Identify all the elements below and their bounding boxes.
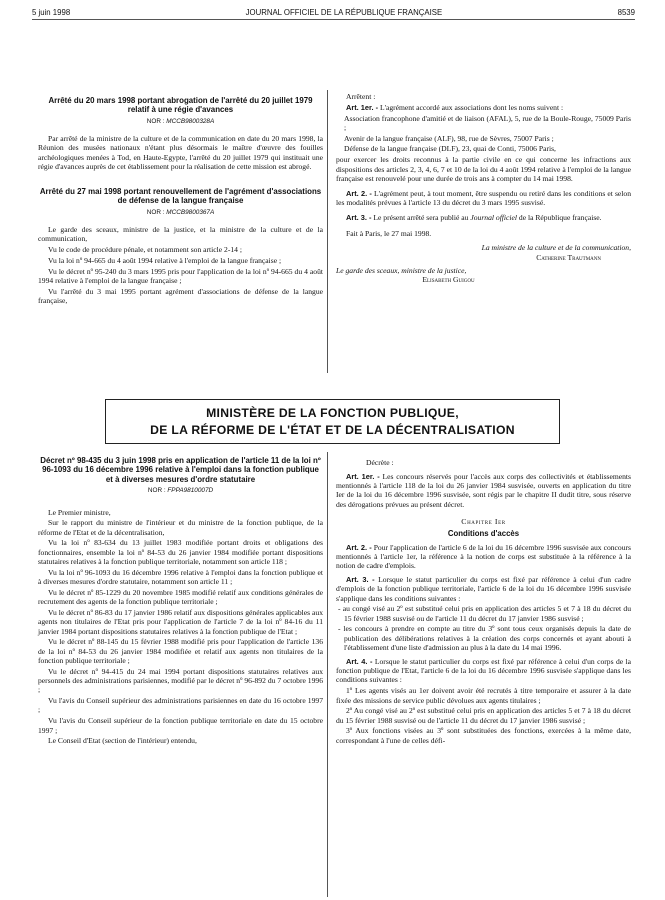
article-label: Art. 2. - (346, 188, 372, 198)
list-item: 1º Les agents visés au 1er doivent avoir été recrutés à titre temporaire et assurer à la date fixée des missions de service public dévolues aux agents titulaires ; (336, 686, 631, 705)
signatory: Elisabeth Guigou (422, 275, 475, 285)
article-text: L'agrément accordé aux associations dont les noms suivent : (379, 102, 564, 112)
list-item: Défense de la langue française (DLF), 23, quai de Conti, 75006 Paris, (344, 144, 556, 154)
article-text: Les concours réservés pour l'accès aux corps des collectivités et établissements mentionnés à l'article 118 de la loi du 26 janvier 1984 susvisée, ouverts en application du titre Ier de la loi du 16 décembre 1996 susvisée, sont régis par le chapitre II dudit titre, sous réserve des dérogations prévues au présent décret. (336, 471, 631, 509)
arrete-1-title: Arrêté du 20 mars 1998 portant abrogation de l'arrêté du 20 juillet 1979 relatif à une régie d'avances (48, 96, 313, 115)
chapter-heading: Chapitre Ier (461, 516, 506, 526)
article-2 (336, 189, 631, 208)
article-label: Art. 3. - (346, 574, 375, 584)
paragraph: Le Conseil d'Etat (section de l'intérieur) entendu, (48, 736, 197, 746)
nor-code: FPPA9810007D (167, 487, 214, 495)
article-label: Art. 4. - (346, 656, 373, 666)
decret-left-column (38, 456, 323, 747)
ministry-line-2: DE LA RÉFORME DE L'ÉTAT ET DE LA DÉCENTRALISATION (150, 423, 515, 437)
paragraph: Vu l'arrêté du 3 mai 1995 portant agrément d'associations de défense de la langue française, (38, 286, 323, 305)
article-text: Lorsque le statut particulier du corps est fixé par référence à celui d'un corps de la fonction publique de l'Etat, l'article 6 de la loi du 16 décembre 1996 susvisée s'applique dans les conditions suivantes : (336, 656, 631, 685)
article-text: Lorsque le statut particulier du corps est fixé par référence à celui d'un cadre d'emplois de la fonction publique territoriale, l'article 6 de la loi du 16 décembre 1996 susvisée s'applique dans les conditions suivantes : (336, 574, 631, 603)
paragraph: Le Premier ministre, (48, 507, 111, 517)
paragraph: Vu le décret nº 85-1229 du 20 novembre 1985 modifié relatif aux conditions générales de recrutement des agents de la fonction publique territoriale ; (38, 587, 323, 607)
decrete: Décrète : (366, 458, 394, 467)
journal-name: Journal officiel (470, 212, 517, 222)
header-page-number: 8539 (617, 8, 635, 17)
address-list (336, 114, 631, 154)
decret-right-column (336, 458, 631, 747)
arrete-1-body: Par arrêté de la ministre de la culture et de la communication en date du 20 mars 1998, la Réunion des musées nationaux n'étant plus désormais le maître d'œuvre des fouilles archéologiques menées à Tod, en Haute-Egypte, l'arrêté du 20 juillet 1979 qui instituait une régie d'avances auprès de cet établissement pour la réalisation de cette mission est abrogé. (38, 134, 323, 171)
signature-role: La ministre de la culture et de la communication, (481, 243, 631, 253)
arrete-1-nor (38, 117, 323, 126)
arrete-2-continued-column (336, 92, 631, 285)
paragraph: Vu l'avis du Conseil supérieur des administrations parisiennes en date du 16 octobre 1997 ; (38, 696, 323, 715)
list-item: Association francophone d'amitié et de liaison (AFAL), 5, rue de la Boule-Rouge, 75009 Paris ; (344, 113, 631, 132)
article-2 (336, 543, 631, 571)
paragraph: Le garde des sceaux, ministre de la justice, et la ministre de la culture et de la communication, (38, 224, 323, 244)
paragraph: Vu le décret nº 86-83 du 17 janvier 1986 relatif aux dispositions générales applicables aux agents non titulaires de l'Etat pris pour l'application de l'article 7 de la loi nº 84-16 du 11 janvier 1984 portant dispositions statutaires relatives à la fonction publique de l'Etat ; (38, 607, 323, 636)
nor-label: NOR : (147, 487, 166, 495)
signature-name (336, 275, 631, 284)
list-item: Avenir de la langue française (ALF), 98, rue de Sèvres, 75007 Paris ; (344, 133, 554, 143)
fait-a-paris: Fait à Paris, le 27 mai 1998. (346, 228, 432, 238)
column-divider (327, 90, 328, 373)
page-header (32, 8, 635, 20)
list-item: 2º Au congé visé au 2º est substitué celui pris en application des articles 5 et 7 à 18 du décret du 15 février 1988 susvisé ou de l'article 11 du décret du 17 janvier 1986 susvisé ; (336, 706, 631, 725)
column-divider (327, 452, 328, 897)
ministry-line-1: MINISTÈRE DE LA FONCTION PUBLIQUE, (206, 406, 459, 420)
chapter-subheading: Conditions d'accès (447, 529, 520, 539)
header-date: 5 juin 1998 (32, 8, 71, 17)
paragraph: Vu le code de procédure pénale, et notamment son article 2-14 ; (48, 245, 242, 254)
decret-nor (38, 486, 323, 495)
article-text: L'agrément peut, à tout moment, être suspendu ou retiré dans les conditions et selon les modalités prévues à l'article 13 du décret du 3 mars 1995 susvisé. (336, 188, 632, 207)
article-3 (336, 575, 631, 603)
ministry-banner (105, 399, 560, 444)
arrete-2-title: Arrêté du 27 mai 1998 portant renouvellement de l'agrément d'associations de défense de la langue française (39, 186, 322, 206)
header-journal-title: JOURNAL OFFICIEL DE LA RÉPUBLIQUE FRANÇAISE (245, 8, 443, 17)
signatory: Catherine Trautmann (536, 252, 601, 262)
address-tail: pour exercer les droits reconnus à la partie civile en ce qui concerne les infractions aux dispositions des articles 2, 3, 4, 6, 7 et 10 de la loi du 4 août 1994 relative à l'emploi de la langue française est renouvelé pour une durée de trois ans à compter du 14 mai 1998. (336, 155, 631, 183)
list-item: 3º Aux fonctions visées au 3º sont substituées des fonctions, exercées à la même date, correspondant à l'une de celles défi- (336, 726, 631, 745)
paragraph: Vu la loi nº 83-634 du 13 juillet 1983 modifiée portant droits et obligations des fonctionnaires, ensemble la loi nº 84-53 du 26 janvier 1984 modifiée portant dispositions statutaires relatives à la fonction publique territoriale, notamment son article 118 ; (38, 538, 323, 566)
paragraph: Vu la loi nº 96-1093 du 16 décembre 1996 relative à l'emploi dans la fonction publique et à diverses mesures d'ordre statutaire, notamment son article 11 ; (38, 567, 323, 587)
article-text: Pour l'application de l'article 6 de la loi du 16 décembre 1996 susvisée aux concours mentionnés à l'article 1er, la référence à la notion de corps est substituée à la référence à la notion de cadre d'emplois. (336, 542, 631, 571)
nor-code: MCCB9800367A (166, 208, 215, 216)
article-text: Le présent arrêté sera publié au (373, 212, 469, 222)
article-4 (336, 657, 631, 685)
paragraph: Vu le décret nº 88-145 du 15 février 1988 modifié pris pour l'application de l'article 136 de la loi nº 84-53 du 26 janvier 1984 modifiée et relatif aux agents non titulaires de la fonction publique territoriale ; (38, 637, 323, 665)
paragraph: Sur le rapport du ministre de l'intérieur et du ministre de la fonction publique, de la réforme de l'Etat et de la décentralisation, (38, 518, 323, 537)
article-1 (336, 472, 631, 509)
article-1 (336, 103, 631, 112)
nor-label: NOR : (146, 208, 165, 216)
signature-name (336, 253, 631, 262)
article-3 (336, 213, 631, 222)
arretent: Arrêtent : (346, 92, 376, 101)
article-text: de la République française. (518, 212, 602, 222)
list-item: - au congé visé au 2º est substitué celui pris en application des articles 5 et 7 à 18 du décret du 15 février 1988 susvisé ou de l'article 11 du décret du 17 janvier 1986 susvisé ; (338, 604, 631, 623)
paragraph: Vu la loi nº 94-665 du 4 août 1994 relative à l'emploi de la langue française ; (48, 255, 282, 265)
article-label: Art. 1er. - (346, 471, 380, 481)
arrete-2-nor (38, 208, 323, 217)
nor-label: NOR : (146, 117, 165, 125)
nor-code: MCCB9800328A (166, 117, 215, 125)
paragraph: Vu l'avis du Conseil supérieur de la fonction publique territoriale en date du 15 octobre 1997 ; (38, 716, 323, 735)
paragraph: Vu le décret nº 94-415 du 24 mai 1994 portant dispositions statutaires relatives aux personnels des administrations parisiennes, modifié par le décret nº 96-892 du 7 octobre 1996 ; (38, 666, 323, 695)
article-label: Art. 1er. - (346, 102, 379, 112)
decret-title: Décret nº 98-435 du 3 juin 1998 pris en application de l'article 11 de la loi nº 96-1093 du 16 décembre 1996 relative à l'emploi dans la fonction publique et à diverses mesures d'ordre statutaire (40, 456, 321, 484)
paragraph: Vu le décret nº 95-240 du 3 mars 1995 pris pour l'application de la loi nº 94-665 du 4 août 1994 relative à l'emploi de la langue française ; (38, 266, 323, 285)
article-label: Art. 3. - (346, 212, 372, 222)
signature-role: Le garde des sceaux, ministre de la justice, (336, 265, 467, 275)
arrete-1-column (38, 96, 323, 307)
list-item: - les concours à prendre en compte au titre du 3º sont tous ceux organisés depuis la date de publication des délibérations relatives à la création des corps concernés et ayant abouti à l'établissement d'une liste d'admission au plus à la date du 14 mai 1996. (338, 624, 631, 653)
article-label: Art. 2. - (346, 542, 372, 552)
